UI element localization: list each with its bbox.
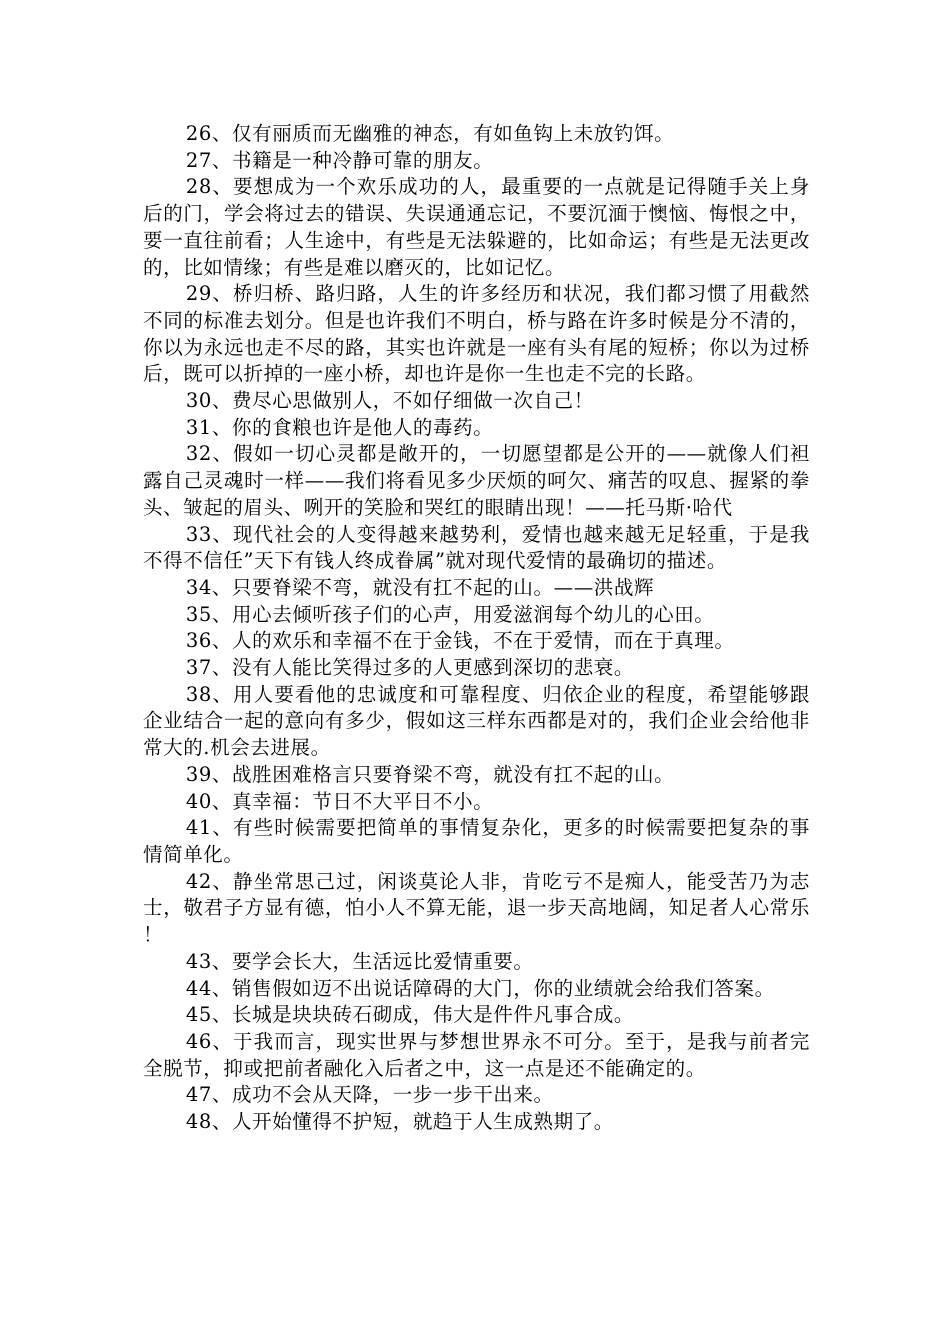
paragraph-38: 38、用人要看他的忠诚度和可靠程度、归依企业的程度，希望能够跟企业结合一起的意向有多少，假如这三样东西都是对的，我们企业会给他非常大的.机会去进展。 (143, 682, 810, 760)
paragraph-43: 43、要学会长大，生活远比爱情重要。 (185, 949, 534, 973)
paragraph-34: 34、只要脊梁不弯，就没有扛不起的山。——洪战辉 (185, 575, 655, 599)
paragraph-37: 37、没有人能比笑得过多的人更感到深切的悲衰。 (185, 656, 635, 680)
paragraph-26: 26、仅有丽质而无幽雅的神态，有如鱼钩上未放钓饵。 (185, 122, 675, 145)
paragraph-31: 31、你的食粮也许是他人的毒药。 (185, 415, 494, 439)
paragraph-48: 48、人开始懂得不护短，就趋于人生成熟期了。 (185, 1110, 614, 1134)
paragraph-27: 27、书籍是一种冷静可靠的朋友。 (185, 148, 494, 172)
paragraph-40: 40、真幸福：节日不大平日不小。 (185, 789, 494, 813)
paragraph-33: 33、现代社会的人变得越来越势利，爱情也越来越无足轻重，于是我不得不信任”天下有钱人终成眷属”就对现代爱情的最确切的描述。 (143, 522, 810, 573)
paragraph-29: 29、桥归桥、路归路，人生的许多经历和状况，我们都习惯了用截然不同的标准去划分。但是也许我们不明白，桥与路在许多时候是分不清的，你以为永远也走不尽的路，其实也许就是一座有头有尾的短桥；你以为过桥后，既可以折掉的一座小桥，却也许是你一生也走不完的长路。 (143, 282, 810, 386)
paragraph-41: 41、有些时候需要把简单的事情复杂化，更多的时候需要把复杂的事情简单化。 (143, 816, 810, 866)
paragraph-32: 32、假如一切心灵都是敞开的，一切愿望都是公开的——就像人们袒露自己灵魂时一样——我们将看见多少厌烦的呵欠、痛苦的叹息、握紧的拳头、皱起的眉头、咧开的笑脸和哭红的眼睛出现！——托马斯·哈代 (143, 442, 810, 519)
document-body (143, 121, 810, 1136)
paragraph-39: 39、战胜困难格言只要脊梁不弯，就没有扛不起的山。 (185, 762, 675, 786)
paragraph-28: 28、要想成为一个欢乐成功的人，最重要的一点就是记得随手关上身后的门，学会将过去的错误、失误通通忘记，不要沉湎于懊恼、悔恨之中，要一直往前看；人生途中，有些是无法躲避的，比如命运；有些是无法更改的，比如情缘；有些是难以磨灭的，比如记忆。 (143, 175, 810, 279)
paragraph-36: 36、人的欢乐和幸福不在于金钱，不在于爱情，而在于真理。 (185, 629, 735, 653)
paragraph-42: 42、静坐常思己过，闲谈莫论人非，肯吃亏不是痴人，能受苦乃为志士，敬君子方显有德，怕小人不算无能，退一步天高地阔，知足者人心常乐！ (143, 869, 810, 947)
paragraph-46: 46、于我而言，现实世界与梦想世界永不可分。至于，是我与前者完全脱节，抑或把前者融化入后者之中，这一点是还不能确定的。 (143, 1029, 810, 1080)
paragraph-30: 30、费尽心思做别人，不如仔细做一次自己！ (185, 389, 594, 413)
paragraph-35: 35、用心去倾听孩子们的心声，用爱滋润每个幼儿的心田。 (185, 602, 715, 626)
paragraph-47: 47、成功不会从天降，一步一步干出来。 (185, 1083, 554, 1107)
paragraph-44: 44、销售假如迈不出说话障碍的大门，你的业绩就会给我们答案。 (185, 976, 775, 1000)
paragraph-45: 45、长城是块块砖石砌成，伟大是件件凡事合成。 (185, 1003, 635, 1027)
